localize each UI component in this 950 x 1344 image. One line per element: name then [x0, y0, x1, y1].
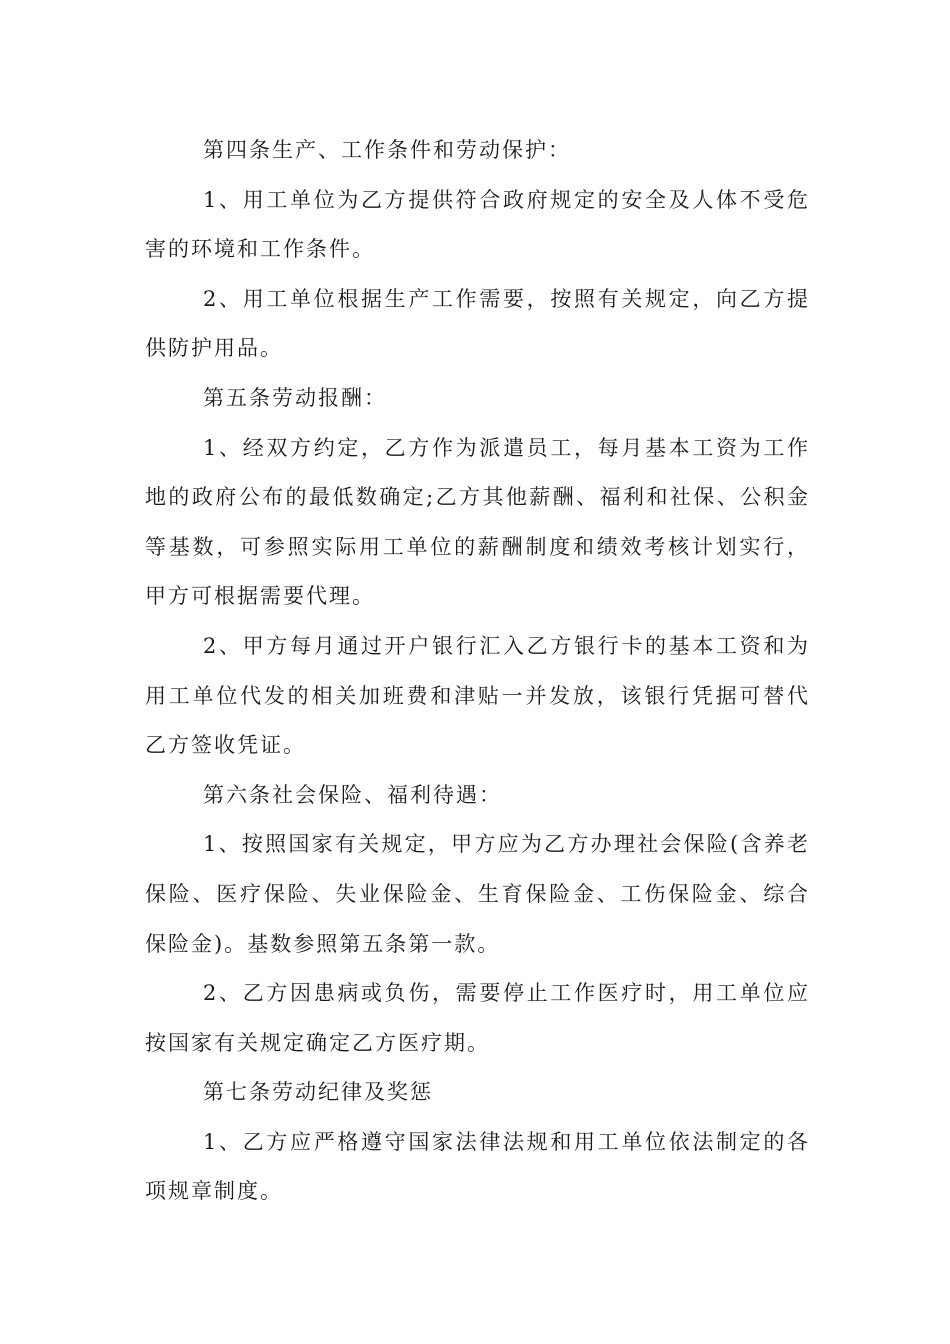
- article-4-clause-1: 1、用工单位为乙方提供符合政府规定的安全及人体不受危害的环境和工作条件。: [145, 187, 810, 262]
- article-6-clause-2: 2、乙方因患病或负伤，需要停止工作医疗时，用工单位应按国家有关规定确定乙方医疗期。: [145, 981, 810, 1055]
- document-body: [145, 126, 810, 1217]
- article-6-heading: 第六条社会保险、福利待遇：: [203, 782, 502, 807]
- article-4-heading: 第四条生产、工作条件和劳动保护：: [203, 138, 571, 162]
- article-7-clause-1: 1、乙方应严格遵守国家法律法规和用工单位依法制定的各项规章制度。: [145, 1129, 810, 1204]
- article-5-heading: 第五条劳动报酬：: [203, 385, 387, 410]
- article-5-clause-1: 1、经双方约定，乙方作为派遣员工，每月基本工资为工作地的政府公布的最低数确定;乙方其他薪酬、福利和社保、公积金等基数，可参照实际用工单位的薪酬制度和绩效考核计划实行，甲方可根据需要代理。: [145, 435, 810, 609]
- article-5-clause-2: 2、甲方每月通过开户银行汇入乙方银行卡的基本工资和为用工单位代发的相关加班费和津贴一并发放，该银行凭据可替代乙方签收凭证。: [145, 633, 810, 758]
- article-7-heading: 第七条劳动纪律及奖惩: [203, 1080, 433, 1105]
- article-6-clause-1: 1、按照国家有关规定，甲方应为乙方办理社会保险(含养老保险、医疗保险、失业保险金、生育保险金、工伤保险金、综合保险金)。基数参照第五条第一款。: [145, 832, 810, 956]
- article-4-clause-2: 2、用工单位根据生产工作需要，按照有关规定，向乙方提供防护用品。: [145, 286, 810, 361]
